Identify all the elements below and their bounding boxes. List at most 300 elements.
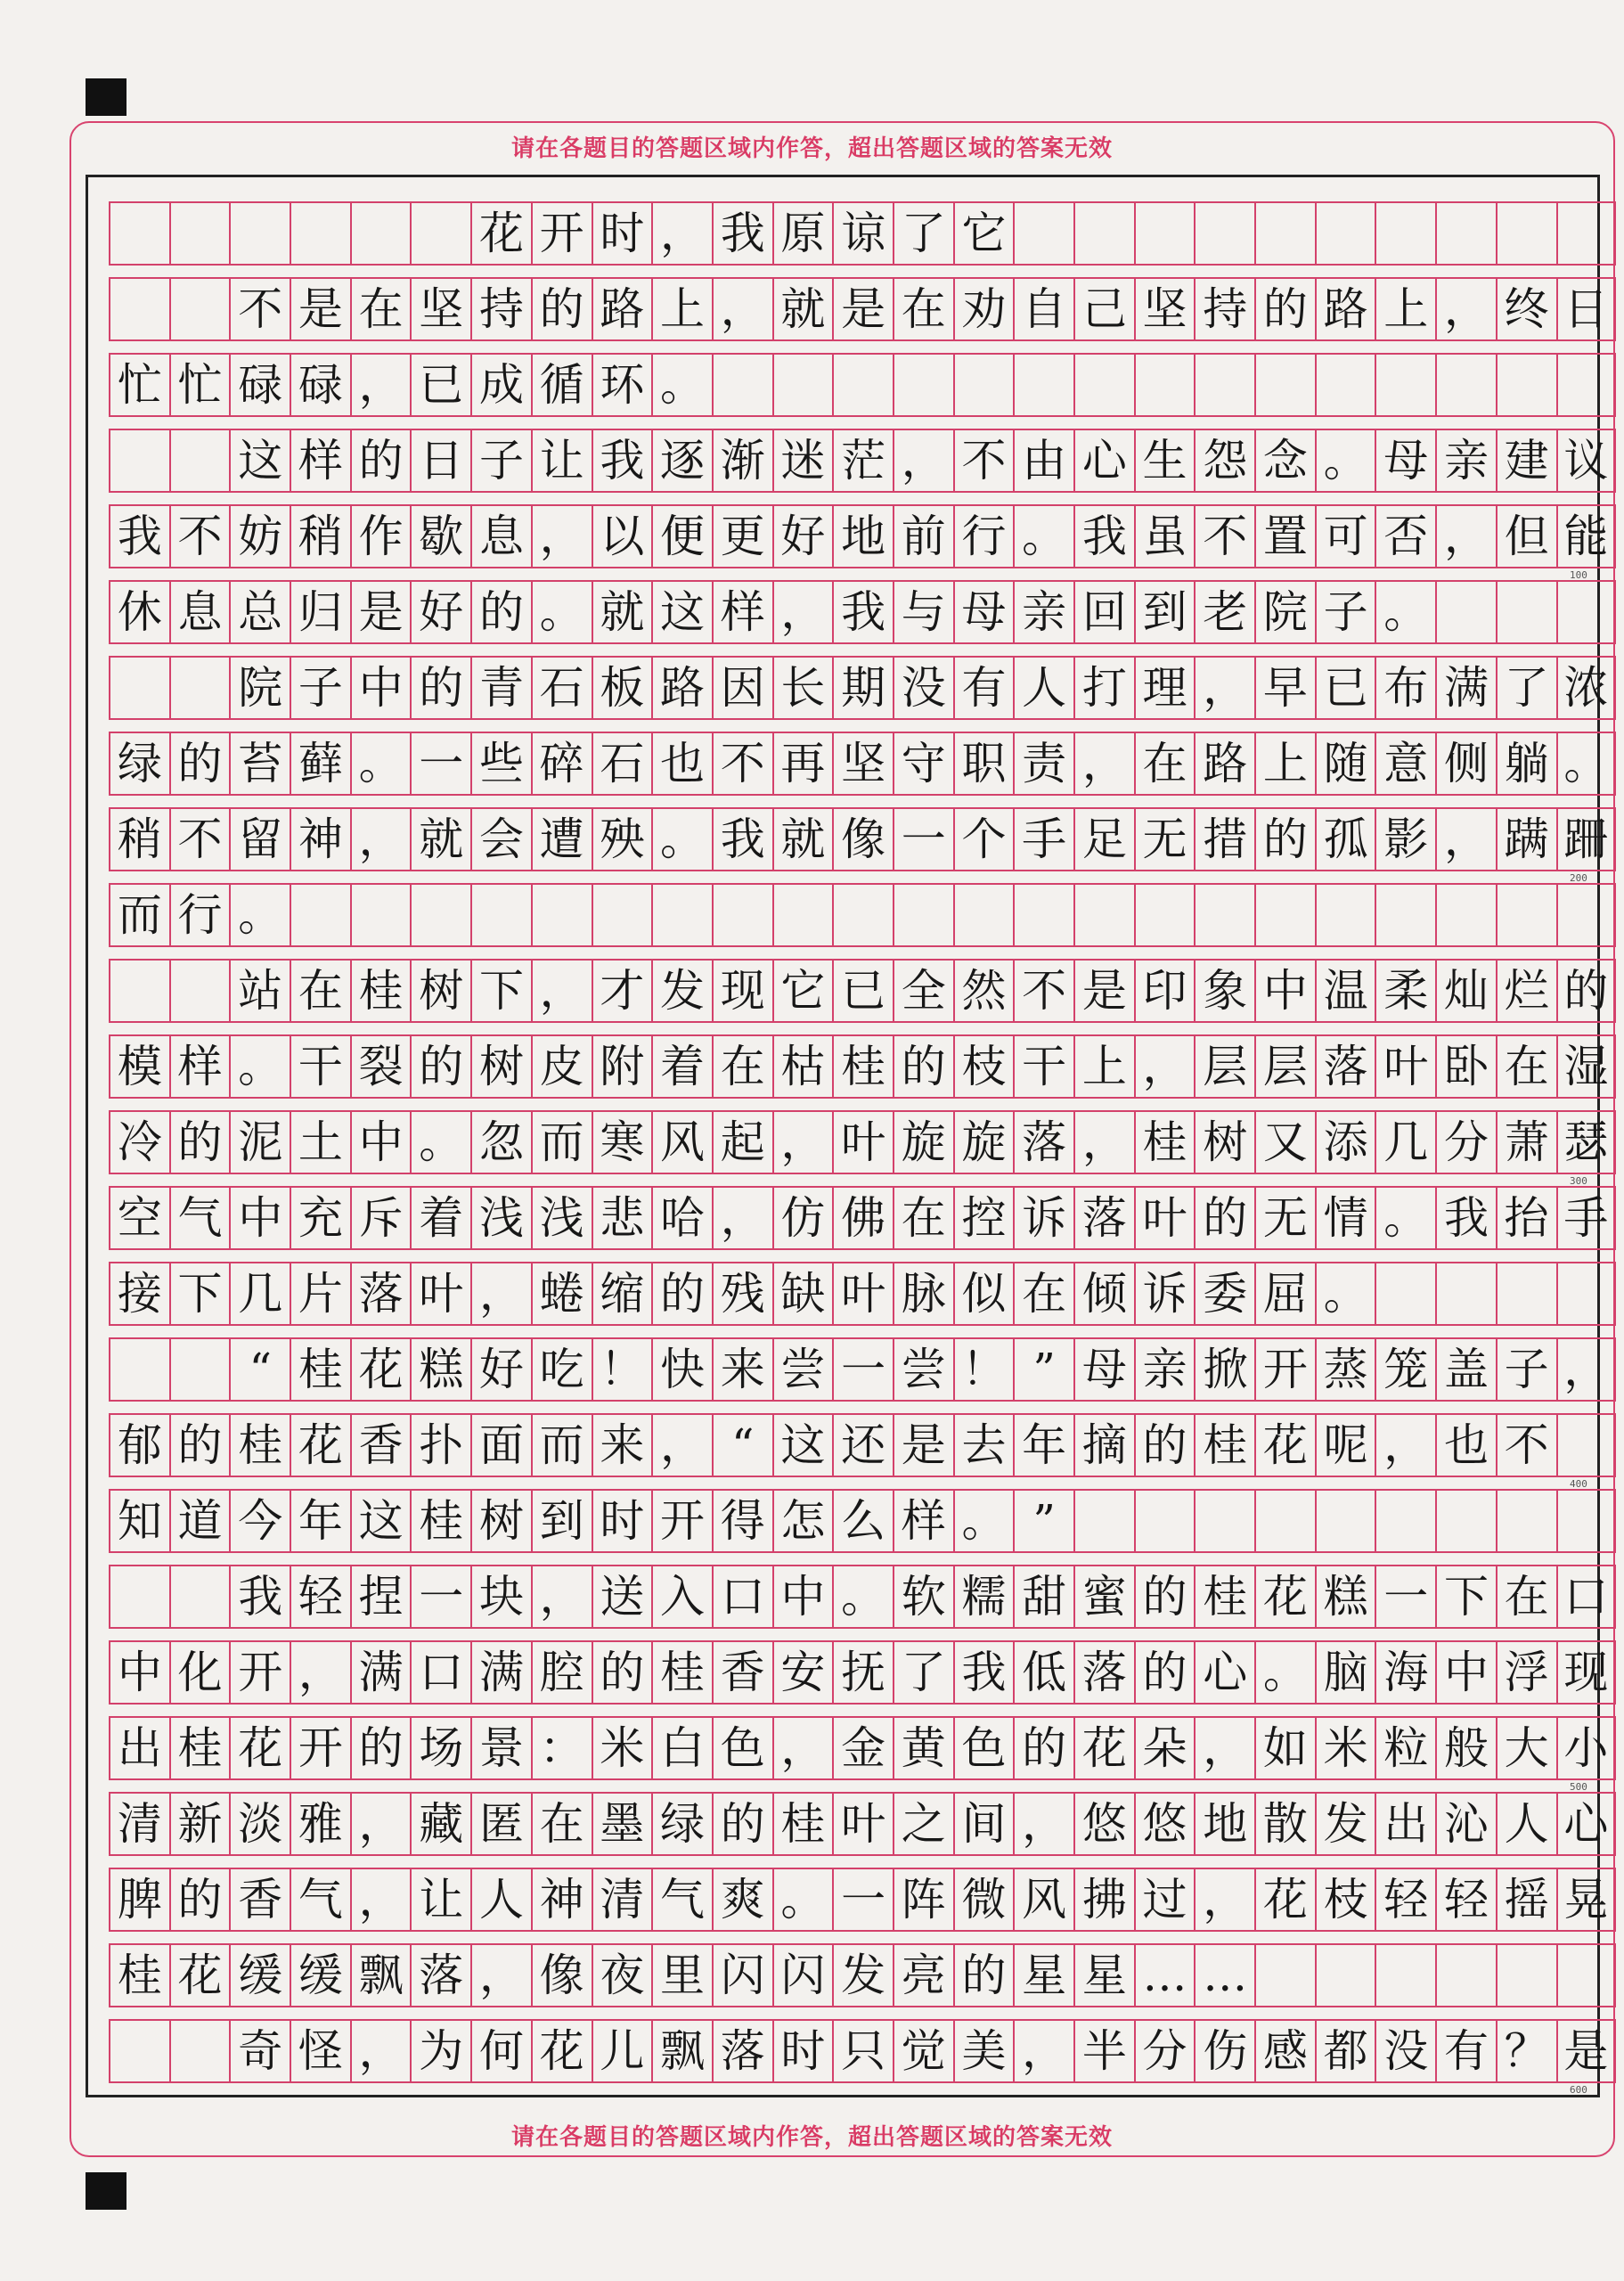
grid-cell: 发 — [1315, 1794, 1375, 1854]
grid-cell: 像 — [832, 809, 893, 870]
grid-cell: 送 — [592, 1566, 652, 1627]
grid-cell: 斥 — [350, 1188, 411, 1248]
grid-cell — [1556, 1491, 1617, 1551]
grid-cell — [1556, 1415, 1617, 1476]
grid-cell: 有 — [1435, 2021, 1496, 2081]
grid-cell: ， — [531, 506, 592, 567]
grid-cell: 己 — [1073, 279, 1134, 339]
grid-cell: 我 — [832, 582, 893, 642]
grid-cell: 桂 — [1134, 1112, 1195, 1173]
grid-cell: 坚 — [410, 279, 470, 339]
grid-cell — [1254, 203, 1315, 264]
grid-cell: 缓 — [290, 1945, 350, 2006]
grid-cell: 哈 — [651, 1188, 712, 1248]
grid-cell: 泥 — [229, 1112, 290, 1173]
grid-cell: 年 — [290, 1491, 350, 1551]
grid-cell: 建 — [1496, 430, 1556, 491]
grid-cell: 怪 — [290, 2021, 350, 2081]
grid-cell: 分 — [1134, 2021, 1195, 2081]
grid-cell: 软 — [893, 1566, 953, 1627]
grid-cell: 布 — [1375, 658, 1435, 718]
grid-cell: 满 — [470, 1642, 531, 1703]
grid-cell: ， — [290, 1642, 350, 1703]
grid-cell — [1013, 203, 1073, 264]
grid-cell: 留 — [229, 809, 290, 870]
grid-cell: 入 — [651, 1566, 712, 1627]
grid-cell: 吃 — [531, 1339, 592, 1400]
grid-cell: 着 — [651, 1036, 712, 1097]
grid-cell: 在 — [290, 961, 350, 1021]
grid-cell — [893, 885, 953, 945]
grid-cell: 墨 — [592, 1794, 652, 1854]
grid-cell: 清 — [592, 1869, 652, 1930]
grid-cell: ， — [350, 355, 411, 415]
grid-cell: 几 — [229, 1263, 290, 1324]
grid-cell: 的 — [953, 1945, 1014, 2006]
grid-cell: 人 — [1013, 658, 1073, 718]
grid-cell: 飘 — [651, 2021, 712, 2081]
grid-cell: 蒸 — [1315, 1339, 1375, 1400]
grid-cell: 都 — [1315, 2021, 1375, 2081]
grid-cell: ， — [712, 1188, 772, 1248]
grid-cell: 不 — [953, 430, 1014, 491]
grid-cell: 地 — [1194, 1794, 1254, 1854]
grid-cell: 落 — [1073, 1642, 1134, 1703]
grid-cell: 子 — [290, 658, 350, 718]
grid-cell: 浅 — [531, 1188, 592, 1248]
grid-cell: 脑 — [1315, 1642, 1375, 1703]
grid-cell: 心 — [1556, 1794, 1617, 1854]
grid-cell: 干 — [290, 1036, 350, 1097]
grid-cell: 开 — [651, 1491, 712, 1551]
grid-cell: 寒 — [592, 1112, 652, 1173]
grid-cell: 子 — [1315, 582, 1375, 642]
grid-cell — [1435, 582, 1496, 642]
grid-cell: 下 — [1435, 1566, 1496, 1627]
grid-cell: 中 — [229, 1188, 290, 1248]
grid-cell: 倾 — [1073, 1263, 1134, 1324]
grid-cell: 回 — [1073, 582, 1134, 642]
grid-cell: 叶 — [832, 1794, 893, 1854]
grid-row — [109, 1792, 1616, 1856]
grid-cell: 期 — [832, 658, 893, 718]
grid-cell — [169, 658, 230, 718]
grid-cell: 能 — [1556, 506, 1617, 567]
grid-cell: 我 — [712, 203, 772, 264]
grid-cell: 星 — [1073, 1945, 1134, 2006]
grid-cell: 然 — [953, 961, 1014, 1021]
grid-cell: ， — [1435, 506, 1496, 567]
grid-cell — [1556, 355, 1617, 415]
grid-cell: 已 — [832, 961, 893, 1021]
grid-cell: 怎 — [772, 1491, 833, 1551]
grid-cell: 中 — [350, 658, 411, 718]
grid-cell — [953, 355, 1014, 415]
grid-cell: 上 — [1254, 733, 1315, 794]
grid-cell: 是 — [290, 279, 350, 339]
grid-cell: 才 — [592, 961, 652, 1021]
grid-cell: 蜷 — [531, 1263, 592, 1324]
grid-cell: 的 — [169, 1415, 230, 1476]
grid-cell: 手 — [1556, 1188, 1617, 1248]
grid-row — [109, 732, 1616, 796]
grid-cell: 般 — [1435, 1718, 1496, 1778]
grid-cell: 上 — [651, 279, 712, 339]
grid-cell: 日 — [410, 430, 470, 491]
grid-cell: 年 — [1013, 1415, 1073, 1476]
grid-cell: 让 — [531, 430, 592, 491]
grid-cell: 散 — [1254, 1794, 1315, 1854]
registration-mark-top — [86, 78, 126, 116]
grid-cell — [1435, 355, 1496, 415]
grid-cell: 得 — [712, 1491, 772, 1551]
grid-cell — [169, 203, 230, 264]
grid-cell: 而 — [109, 885, 169, 945]
grid-cell: 些 — [470, 733, 531, 794]
word-count-mark: 300 — [1570, 1175, 1587, 1187]
grid-cell: 一 — [832, 1339, 893, 1400]
grid-cell: 坚 — [832, 733, 893, 794]
grid-cell: 分 — [1435, 1112, 1496, 1173]
grid-cell: 花 — [531, 2021, 592, 2081]
grid-cell: 气 — [290, 1869, 350, 1930]
grid-cell: 晃 — [1556, 1869, 1617, 1930]
grid-cell — [109, 961, 169, 1021]
grid-cell: 道 — [169, 1491, 230, 1551]
grid-cell: “ — [229, 1339, 290, 1400]
grid-cell: 叶 — [1375, 1036, 1435, 1097]
grid-cell: 里 — [651, 1945, 712, 2006]
grid-cell: 佛 — [832, 1188, 893, 1248]
grid-cell: 香 — [229, 1869, 290, 1930]
grid-cell: 块 — [470, 1566, 531, 1627]
grid-cell: 沁 — [1435, 1794, 1496, 1854]
grid-cell — [470, 885, 531, 945]
grid-cell: 色 — [712, 1718, 772, 1778]
grid-cell: 微 — [953, 1869, 1014, 1930]
grid-cell: 下 — [470, 961, 531, 1021]
grid-cell — [109, 279, 169, 339]
grid-cell: 一 — [410, 1566, 470, 1627]
grid-cell: 总 — [229, 582, 290, 642]
grid-cell: 笼 — [1375, 1339, 1435, 1400]
grid-cell: 中 — [350, 1112, 411, 1173]
grid-cell: 盖 — [1435, 1339, 1496, 1400]
grid-cell: 桂 — [1194, 1566, 1254, 1627]
grid-cell: 也 — [651, 733, 712, 794]
grid-cell: 的 — [1134, 1415, 1195, 1476]
grid-row — [109, 580, 1616, 644]
grid-cell: 就 — [592, 582, 652, 642]
grid-cell: 之 — [893, 1794, 953, 1854]
grid-cell: 时 — [592, 1491, 652, 1551]
grid-cell: 感 — [1254, 2021, 1315, 2081]
grid-cell: 青 — [470, 658, 531, 718]
grid-cell: ， — [470, 1945, 531, 2006]
grid-cell: 的 — [712, 1794, 772, 1854]
grid-cell: 石 — [531, 658, 592, 718]
grid-cell — [109, 658, 169, 718]
grid-cell: 桂 — [290, 1339, 350, 1400]
grid-cell: ， — [1073, 733, 1134, 794]
grid-cell: 香 — [712, 1642, 772, 1703]
grid-cell: 过 — [1134, 1869, 1195, 1930]
grid-cell: 的 — [1134, 1566, 1195, 1627]
grid-cell: 大 — [1496, 1718, 1556, 1778]
grid-cell: 有 — [953, 658, 1014, 718]
grid-cell: 可 — [1315, 506, 1375, 567]
grid-cell: 叶 — [832, 1263, 893, 1324]
grid-cell: 。 — [1375, 582, 1435, 642]
grid-cell: 开 — [290, 1718, 350, 1778]
grid-cell: 浅 — [470, 1188, 531, 1248]
grid-cell: 郁 — [109, 1415, 169, 1476]
grid-cell: 终 — [1496, 279, 1556, 339]
grid-cell: 歇 — [410, 506, 470, 567]
grid-cell: 悲 — [592, 1188, 652, 1248]
grid-cell: 快 — [651, 1339, 712, 1400]
grid-cell: 层 — [1254, 1036, 1315, 1097]
grid-cell — [1315, 203, 1375, 264]
grid-cell: 念 — [1254, 430, 1315, 491]
grid-cell — [410, 203, 470, 264]
grid-cell — [1556, 1263, 1617, 1324]
grid-cell: 到 — [1134, 582, 1195, 642]
grid-cell: 层 — [1194, 1036, 1254, 1097]
grid-cell — [1254, 885, 1315, 945]
grid-cell: 板 — [592, 658, 652, 718]
grid-cell: 的 — [1556, 961, 1617, 1021]
grid-cell: 诉 — [1134, 1263, 1195, 1324]
grid-cell — [169, 1566, 230, 1627]
grid-cell: 出 — [1375, 1794, 1435, 1854]
grid-cell: 绿 — [651, 1794, 712, 1854]
grid-cell: 亲 — [1435, 430, 1496, 491]
grid-cell: 但 — [1496, 506, 1556, 567]
grid-cell: 已 — [410, 355, 470, 415]
grid-cell: 一 — [832, 1869, 893, 1930]
grid-cell: 人 — [1496, 1794, 1556, 1854]
grid-cell: 如 — [1254, 1718, 1315, 1778]
grid-cell: ， — [470, 1263, 531, 1324]
grid-cell: 现 — [712, 961, 772, 1021]
grid-cell: 浮 — [1496, 1642, 1556, 1703]
grid-cell: 雅 — [290, 1794, 350, 1854]
grid-cell: 起 — [712, 1112, 772, 1173]
grid-cell: 中 — [772, 1566, 833, 1627]
grid-cell: 花 — [1073, 1718, 1134, 1778]
grid-cell: 尝 — [772, 1339, 833, 1400]
grid-cell: … — [1194, 1945, 1254, 2006]
grid-cell: 知 — [109, 1491, 169, 1551]
grid-cell — [1556, 203, 1617, 264]
grid-cell: 行 — [953, 506, 1014, 567]
grid-row — [109, 1868, 1616, 1932]
grid-row — [109, 353, 1616, 417]
grid-cell: ， — [1194, 658, 1254, 718]
grid-cell: 否 — [1375, 506, 1435, 567]
grid-cell: 控 — [953, 1188, 1014, 1248]
grid-cell — [1315, 1491, 1375, 1551]
grid-cell: 又 — [1254, 1112, 1315, 1173]
grid-cell: ” — [1013, 1339, 1073, 1400]
grid-cell: 路 — [1194, 733, 1254, 794]
grid-cell: 拂 — [1073, 1869, 1134, 1930]
grid-cell: 一 — [410, 733, 470, 794]
grid-cell: 时 — [772, 2021, 833, 2081]
grid-cell: 在 — [531, 1794, 592, 1854]
grid-cell: 责 — [1013, 733, 1073, 794]
grid-cell: 低 — [1013, 1642, 1073, 1703]
grid-cell: 屈 — [1254, 1263, 1315, 1324]
grid-cell — [1375, 203, 1435, 264]
grid-cell: 掀 — [1194, 1339, 1254, 1400]
grid-cell: 没 — [1375, 2021, 1435, 2081]
grid-cell: ， — [772, 1112, 833, 1173]
grid-cell: 叶 — [410, 1263, 470, 1324]
grid-cell: 地 — [832, 506, 893, 567]
grid-cell: 树 — [1194, 1112, 1254, 1173]
grid-cell: 在 — [1013, 1263, 1073, 1324]
grid-cell — [1254, 1491, 1315, 1551]
grid-cell: 温 — [1315, 961, 1375, 1021]
grid-cell — [953, 885, 1014, 945]
grid-cell: 色 — [953, 1718, 1014, 1778]
grid-cell: 它 — [953, 203, 1014, 264]
grid-cell: 风 — [651, 1112, 712, 1173]
grid-cell: 也 — [1435, 1415, 1496, 1476]
grid-cell — [169, 961, 230, 1021]
grid-cell: 的 — [1254, 279, 1315, 339]
grid-cell — [1194, 355, 1254, 415]
grid-cell — [169, 279, 230, 339]
grid-cell: 桂 — [410, 1491, 470, 1551]
grid-cell: 添 — [1315, 1112, 1375, 1173]
grid-cell: 爽 — [712, 1869, 772, 1930]
grid-cell — [772, 355, 833, 415]
grid-cell: 旋 — [893, 1112, 953, 1173]
grid-cell — [350, 203, 411, 264]
grid-cell: ， — [651, 1415, 712, 1476]
grid-cell: 为 — [410, 2021, 470, 2081]
grid-cell: 奇 — [229, 2021, 290, 2081]
grid-cell: 我 — [712, 809, 772, 870]
grid-cell: 干 — [1013, 1036, 1073, 1097]
grid-cell: 到 — [531, 1491, 592, 1551]
grid-cell: 老 — [1194, 582, 1254, 642]
grid-cell: 的 — [169, 1869, 230, 1930]
word-count-mark: 500 — [1570, 1781, 1587, 1793]
grid-cell: 香 — [350, 1415, 411, 1476]
grid-cell: 悠 — [1134, 1794, 1195, 1854]
grid-row — [109, 1489, 1616, 1553]
grid-cell — [1556, 885, 1617, 945]
grid-cell: 以 — [592, 506, 652, 567]
grid-cell: 上 — [1073, 1036, 1134, 1097]
grid-cell — [1375, 355, 1435, 415]
grid-cell: 循 — [531, 355, 592, 415]
grid-cell: 的 — [1254, 809, 1315, 870]
grid-cell: 守 — [893, 733, 953, 794]
grid-cell: 中 — [1435, 1642, 1496, 1703]
grid-cell: 着 — [410, 1188, 470, 1248]
grid-cell — [1254, 1945, 1315, 2006]
grid-row — [109, 1716, 1616, 1780]
grid-cell: 孤 — [1315, 809, 1375, 870]
grid-cell: 小 — [1556, 1718, 1617, 1778]
grid-cell: 悠 — [1073, 1794, 1134, 1854]
grid-cell: 息 — [169, 582, 230, 642]
grid-cell: ， — [1435, 279, 1496, 339]
grid-cell: 的 — [651, 1263, 712, 1324]
grid-cell: 遭 — [531, 809, 592, 870]
grid-cell: 神 — [531, 1869, 592, 1930]
grid-cell: 了 — [893, 203, 953, 264]
word-count-mark: 200 — [1570, 872, 1587, 884]
grid-cell: 我 — [1073, 506, 1134, 567]
grid-cell — [1013, 355, 1073, 415]
grid-cell: 。 — [1556, 733, 1617, 794]
grid-cell: 何 — [470, 2021, 531, 2081]
grid-cell: 意 — [1375, 733, 1435, 794]
grid-cell: 土 — [290, 1112, 350, 1173]
grid-cell — [410, 885, 470, 945]
grid-cell: 措 — [1194, 809, 1254, 870]
grid-cell: 站 — [229, 961, 290, 1021]
grid-cell: 匿 — [470, 1794, 531, 1854]
grid-cell: 心 — [1073, 430, 1134, 491]
grid-cell: 儿 — [592, 2021, 652, 2081]
grid-cell: 花 — [470, 203, 531, 264]
grid-cell: 柔 — [1375, 961, 1435, 1021]
grid-cell: ， — [1556, 1339, 1617, 1400]
grid-cell: 持 — [470, 279, 531, 339]
grid-cell: 茫 — [832, 430, 893, 491]
grid-cell: 树 — [470, 1491, 531, 1551]
grid-cell — [832, 885, 893, 945]
grid-cell: ， — [1073, 1112, 1134, 1173]
grid-cell: 好 — [470, 1339, 531, 1400]
grid-cell: ， — [350, 2021, 411, 2081]
grid-cell: ， — [893, 430, 953, 491]
grid-cell: 花 — [1254, 1566, 1315, 1627]
grid-cell: 。 — [772, 1869, 833, 1930]
grid-cell: 安 — [772, 1642, 833, 1703]
grid-cell: 就 — [772, 279, 833, 339]
grid-cell: 随 — [1315, 733, 1375, 794]
grid-cell — [1134, 203, 1195, 264]
grid-cell — [1073, 203, 1134, 264]
grid-cell — [1194, 1491, 1254, 1551]
grid-cell — [712, 885, 772, 945]
grid-cell: 模 — [109, 1036, 169, 1097]
grid-cell: 长 — [772, 658, 833, 718]
grid-cell: ， — [1134, 1036, 1195, 1097]
grid-cell: 是 — [893, 1415, 953, 1476]
grid-cell: 新 — [169, 1794, 230, 1854]
grid-cell: 渐 — [712, 430, 772, 491]
grid-cell: ， — [350, 1869, 411, 1930]
grid-cell: 不 — [1013, 961, 1073, 1021]
grid-cell: 全 — [893, 961, 953, 1021]
grid-cell: 开 — [1254, 1339, 1315, 1400]
grid-cell: 花 — [290, 1415, 350, 1476]
grid-cell: 现 — [1556, 1642, 1617, 1703]
grid-cell: 亲 — [1013, 582, 1073, 642]
grid-cell: 湿 — [1556, 1036, 1617, 1097]
grid-cell: 糕 — [1315, 1566, 1375, 1627]
grid-cell: 。 — [1013, 506, 1073, 567]
